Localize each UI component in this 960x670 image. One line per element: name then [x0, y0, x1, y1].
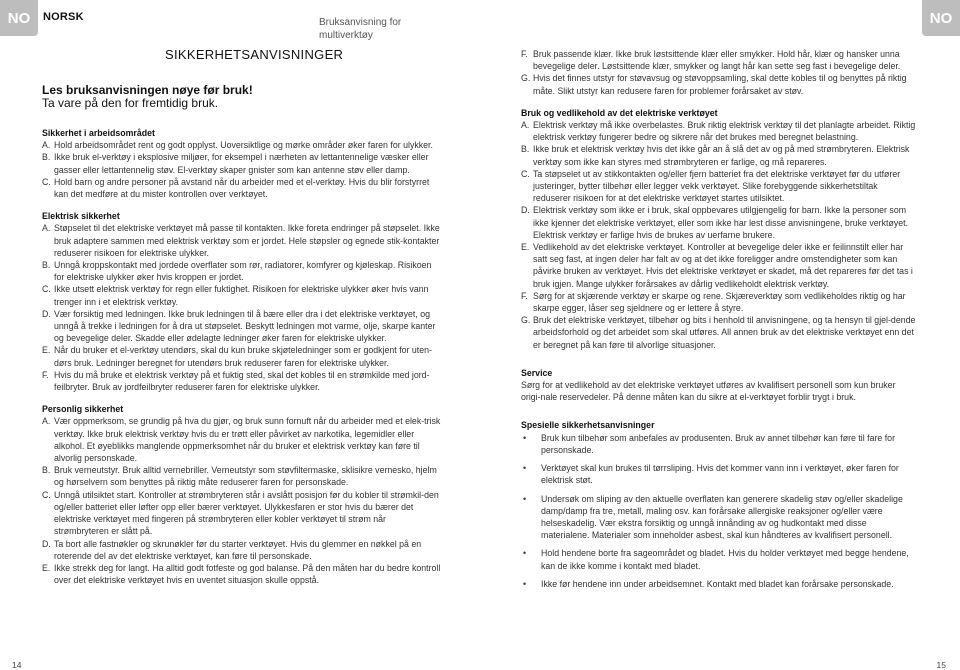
instruction-item	[42, 562, 442, 586]
section-heading: Service	[521, 367, 553, 378]
item-text: Ikke bruk et elektrisk verktøy hvis det ikke går an å slå det av og på med strømbryteren. Elektrisk verktøy som ikke kan styres med strømbryteren er farlige, og må repareres.	[533, 144, 910, 167]
bullet-text: Hold hendene borte fra sageområdet og bladet. Hvis du holder verktøyet med begge hendene, kan de ikke komme i kontakt med bladet.	[541, 548, 909, 571]
item-text: Bruk verneutstyr. Bruk alltid vernebriller. Verneutstyr som støvfiltermaske, sklisikre vernesko, hjelm og hørselvern som benyttes på riktig måte reduserer faren for personskade.	[54, 465, 437, 488]
item-text: Ta bort alle fastnøkler og skrunøkler før du starter verktøyet. Hvis du glemmer en nøkkel på en roterende del av det elektriske verktøyet, kan føre til personskade.	[54, 538, 422, 561]
bullet-item	[521, 493, 916, 542]
bullet-item	[521, 462, 916, 486]
section-title: SIKKERHETSANVISNINGER	[165, 47, 344, 62]
bullet-text: Verktøyet skal kun brukes til tørrsliping. Hvis det kommer vann inn i verktøyet, øker faren for elektrisk støt.	[541, 463, 899, 486]
instruction-item	[42, 151, 442, 175]
language-code: NO	[7, 9, 31, 27]
item-marker: G.	[521, 73, 531, 84]
section-heading: Spesielle sikkerhetsanvisninger	[521, 420, 655, 431]
item-text: Hold barn og andre personer på avstand når du arbeider med et el-verktøy. Hvis du blir forstyrret kan det medføre at du mister kontrollen over verktøyet.	[54, 176, 430, 200]
instruction-item	[42, 222, 442, 259]
page-number-right: 15	[936, 660, 946, 670]
bullet-icon: •	[523, 548, 527, 559]
instruction-item	[42, 489, 442, 538]
item-marker: C.	[42, 284, 51, 295]
instruction-item	[42, 259, 442, 283]
instruction-item	[42, 176, 442, 200]
item-marker: F.	[42, 369, 49, 380]
instruction-list	[521, 119, 916, 351]
bullet-item	[521, 432, 916, 456]
item-marker: B.	[42, 152, 51, 163]
item-marker: E.	[521, 242, 530, 253]
item-marker: A.	[42, 416, 51, 427]
language-code: NO	[929, 9, 953, 27]
instruction-item	[521, 314, 916, 351]
bullet-text: Bruk kun tilbehør som anbefales av produsenten. Bruk av annet tilbehør kan føre til fare for personskade.	[541, 432, 896, 455]
item-marker: C.	[42, 489, 51, 500]
instruction-item	[521, 143, 916, 167]
instruction-item	[42, 139, 442, 151]
item-text: Bruk passende klær. Ikke bruk løstsittende klær eller smykker. Hold hår, klær og hansker unna bevegelige deler. Løstsittende klær, smykker og langt hår kan sette seg fast i bevegelige deler.	[533, 49, 901, 72]
instruction-item	[42, 464, 442, 488]
item-marker: B.	[42, 260, 51, 271]
instruction-list	[42, 222, 442, 393]
item-text: Elektrisk verktøy som ikke er i bruk, skal oppbevares utilgjengelig for barn. Ikke la personer som ikke kjenner det elektriske verktøyet, eller som ikke har lest disse anvisningene, bruke verktøyet. Elektrisk verktøy er farlige hvis de brukes av uerfarne brukere.	[533, 205, 909, 240]
bullet-icon: •	[523, 578, 527, 589]
instruction-list	[521, 48, 916, 97]
bullet-text: Ikke før hendene inn under arbeidsemnet. Kontakt med bladet kan forårsake personskade.	[541, 578, 894, 589]
instruction-item	[42, 344, 442, 368]
item-marker: A.	[42, 223, 51, 234]
item-marker: E.	[42, 562, 51, 573]
item-text: Hvis du må bruke et elektrisk verktøy på et fuktig sted, skal det kobles til en strømkilde med jord-feilbryter. Bruk av jordfeilbryter reduserer faren for elektriske ulykker.	[54, 369, 430, 393]
intro-notice	[42, 84, 342, 110]
section-heading: Bruk og vedlikehold av det elektriske verktøyet	[521, 107, 718, 118]
item-marker: F.	[521, 49, 528, 59]
item-marker: C.	[42, 176, 51, 187]
item-text: Hvis det finnes utstyr for støvavsug og støvoppsamling, skal dette kobles til og benyttes på riktig måte. Slikt utstyr kan redusere faren for problemer forårsaket av støv.	[533, 73, 907, 96]
item-text: Vedlikehold av det elektriske verktøyet. Kontroller at bevegelige deler ikke er feilinnstilt eller har satt seg fast, at ingen deler har falt av og at det ikke foreligger andre omstendigheter som kan påvirke bruken av verktøyet. Hvis det elektriske verktøyet er skadet, må det repareres før det tas i bruk igjen. Mange ulykker forårsakes av dårlig vedlikeholdt elektrisk verktøy.	[533, 242, 913, 289]
instruction-list	[42, 139, 442, 200]
intro-line: Les bruksanvisningen nøye før bruk!	[42, 83, 253, 97]
language-tab-left	[0, 0, 38, 36]
bullet-text: Undersøk om sliping av den aktuelle overflaten kan generere skadelig støv og/eller skadelige damp/damp fra tre, metall, maling osv. kan forårsake allergiske reaksjoner og/eller være helseskadelig. Vær ekstra forsiktig og unngå innånding av og hudkontakt med disse materialene. Materialer som inneholder asbest, skal kun håndteres av kvalifisert personell.	[541, 493, 903, 541]
instruction-list	[42, 415, 442, 586]
section-heading: Elektrisk sikkerhet	[42, 211, 120, 222]
item-text: Hold arbeidsområdet rent og godt opplyst. Uoversiktlige og mørke områder øker faren for ulykker.	[54, 140, 433, 151]
bullet-list	[521, 432, 916, 596]
item-marker: E.	[42, 345, 51, 356]
instruction-item	[42, 308, 442, 345]
document-title-line: Bruksanvisning for	[319, 17, 402, 28]
item-marker: D.	[42, 308, 51, 319]
item-text: Ikke bruk el-verktøy i eksplosive miljøer, for eksempel i nærheten av lettantennelige væsker eller gasser eller lettantennelig støv. El-verktøy skaper gnister som kan antenne støv eller damp.	[54, 152, 429, 175]
instruction-item	[521, 72, 916, 96]
item-text: Elektrisk verktøy må ikke overbelastes. Bruk riktig elektrisk verktøy til det planlagte arbeidet. Riktig elektrisk verktøy fungerer bedre og sikrere når det brukes med beregnet belastning.	[533, 120, 916, 143]
item-marker: G.	[521, 315, 531, 326]
item-text: Ikke strekk deg for langt. Ha alltid godt fotfeste og god balanse. På den måten har du bedre kontroll over det elektriske verktøyet hvis en uventet situasjon skulle oppstå.	[54, 562, 441, 586]
instruction-item	[42, 369, 442, 393]
document-title	[319, 16, 439, 42]
bullet-icon: •	[523, 493, 527, 504]
item-marker: F.	[521, 290, 528, 301]
brand-label: NORSK	[43, 11, 84, 23]
instruction-item	[521, 48, 916, 72]
item-text: Når du bruker et el-verktøy utendørs, skal du kun bruke skjøteledninger som er godkjent for uten-dørs bruk. Ledninger beregnet for utendørs bruk reduserer faren for elektriske ulykker.	[54, 345, 432, 368]
item-text: Unngå utilsiktet start. Kontroller at strømbryteren står i avslått posisjon før du kobler til strømkil-den og/eller batteriet eller løfter opp eller bærer verktøyet. Ulykkesfaren er stor hvis du bærer det elektriske verktøyet med fingeren på strømbryteren eller kobler verktøyet til strøm når strømbryteren er slått på.	[54, 489, 439, 537]
instruction-item	[521, 204, 916, 241]
item-marker: A.	[42, 140, 51, 151]
item-text: Sørg for at skjærende verktøy er skarpe og rene. Skjæreverktøy som vedlikeholdes riktig og har skarpe egger, låser seg sjeldnere og er lettere å styre.	[533, 290, 906, 314]
instruction-item	[521, 119, 916, 143]
section-heading: Personlig sikkerhet	[42, 404, 124, 415]
item-text: Vær oppmerksom, se grundig på hva du gjør, og bruk sunn fornuft når du arbeider med et elek-trisk verktøy. Ikke bruk elektrisk verktøy hvis du er trøtt eller påvirket av narkotika, legemidler eller alkohol. Et øyeblikks manglende oppmerksomhet når du bruker et elektrisk verktøy kan føre til alvorlig personskade.	[54, 416, 441, 464]
item-marker: A.	[521, 120, 530, 131]
item-text: Vær forsiktig med ledningen. Ikke bruk ledningen til å bære eller dra i det elektriske verktøyet, og unngå å trekke i ledningen for å dra ut støpselet. Beskytt ledningen mot varme, olje, skarpe kanter og bevegelige deler. Skadde eller ødelagte ledninger øker faren for elektriske ulykker.	[54, 308, 436, 344]
intro-line: Ta vare på den for fremtidig bruk.	[42, 96, 219, 110]
page-number-left: 14	[12, 660, 22, 670]
item-text: Støpselet til det elektriske verktøyet må passe til kontakten. Ikke foreta endringer på støpselet. Ikke bruk adaptere sammen med elektrisk verktøy som er jordet. Hele støpsler og egnede stik-kontakter reduserer risikoen for elektriske ulykker.	[54, 223, 440, 258]
item-marker: C.	[521, 168, 530, 179]
instruction-item	[42, 283, 442, 307]
item-text: Bruk det elektriske verktøyet, tilbehør og bits i henhold til anvisningene, og ta hensyn til gjel-dende arbeidsforhold og det arbeidet som skal utføres. All annen bruk av det elektriske verktøyet enn det er beregnet på kan føre til alvorlige situasjoner.	[533, 315, 916, 350]
bullet-icon: •	[523, 463, 527, 474]
instruction-item	[42, 538, 442, 562]
item-text: Ikke utsett elektrisk verktøy for regn eller fuktighet. Risikoen for elektriske ulykker øker hvis vann trenger inn i et elektrisk verktøy.	[54, 284, 429, 307]
instruction-item	[521, 241, 916, 290]
instruction-item	[521, 168, 916, 205]
item-text: Unngå kroppskontakt med jordede overflater som rør, radiatorer, komfyrer og kjøleskap. Risikoen for elektriske ulykker øker hvis kroppen er jordet.	[54, 260, 432, 283]
item-marker: D.	[521, 205, 530, 216]
bullet-icon: •	[523, 432, 527, 443]
instruction-item	[42, 415, 442, 464]
right-column	[521, 48, 916, 596]
item-text: Ta støpselet ut av stikkontakten og/eller fjern batteriet fra det elektriske verktøyet før du utfører justeringer, bytter tilbehør eller legger vekk verktøyet. Slike forebyggende sikkerhetstiltak reduserer risikoen for at det elektriske verktøyet startes utilsiktet.	[533, 168, 901, 204]
left-column	[42, 127, 442, 586]
language-tab-right	[922, 0, 960, 36]
instruction-item	[521, 290, 916, 314]
section-heading: Sikkerhet i arbeidsområdet	[42, 128, 155, 138]
item-marker: D.	[42, 538, 51, 549]
item-marker: B.	[521, 144, 530, 155]
document-title-line: multiverktøy	[319, 30, 373, 41]
service-text: Sørg for at vedlikehold av det elektriske verktøyet utføres av kvalifisert personell som kun bruker origi-nale reservedeler. På denne måten kan du sikre at el-verktøyet forblir trygt i bruk.	[521, 380, 896, 403]
bullet-item	[521, 578, 916, 590]
bullet-item	[521, 547, 916, 571]
item-marker: B.	[42, 465, 51, 476]
